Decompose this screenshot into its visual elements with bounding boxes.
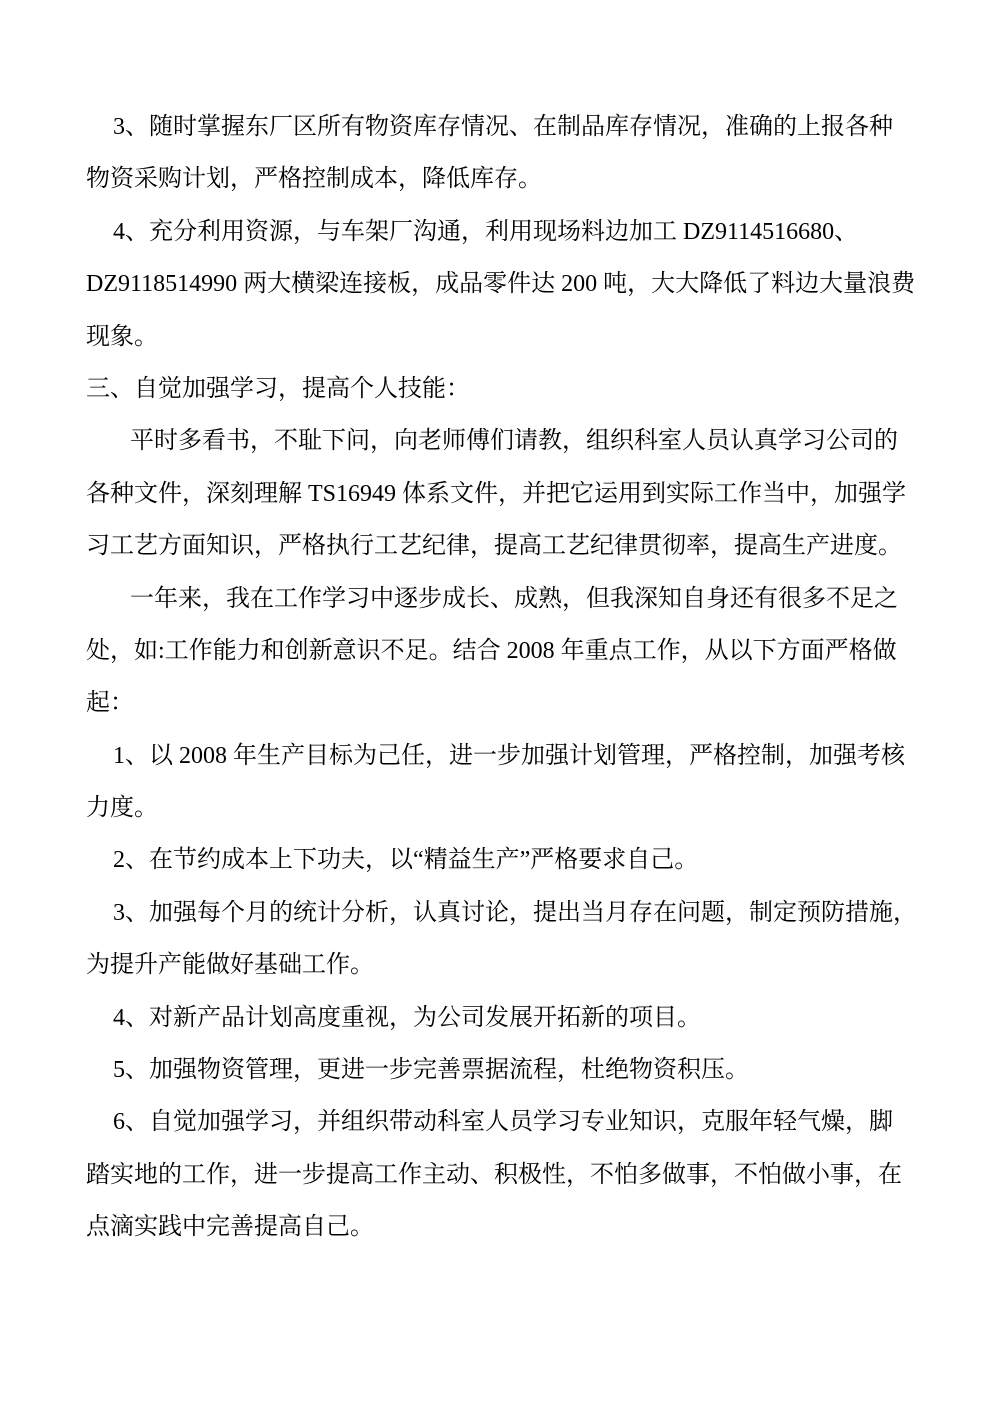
text-line: 起： [86,690,134,717]
text-line: 6、自觉加强学习，并组织带动科室人员学习专业知识，克服年轻气燥，脚 [113,1109,893,1136]
text-line: 现象。 [86,323,158,350]
text-line: 习工艺方面知识，严格执行工艺纪律，提高工艺纪律贯彻率，提高生产进度。 [86,533,902,560]
text-line: 力度。 [86,795,158,822]
text-line: 平时多看书，不耻下问，向老师傅们请教，组织科室人员认真学习公司的 [130,428,898,455]
text-line: 3、随时掌握东厂区所有物资库存情况、在制品库存情况，准确的上报各种 [113,114,893,140]
text-line: 5、加强物资管理，更进一步完善票据流程，杜绝物资积压。 [113,1057,749,1084]
text-line: 4、对新产品计划高度重视，为公司发展开拓新的项目。 [113,1004,701,1031]
text-line: 点滴实践中完善提高自己。 [86,1214,374,1241]
text-line: 1、以 2008 年生产目标为己任，进一步加强计划管理，严格控制，加强考核 [113,742,905,769]
text-line: 为提升产能做好基础工作。 [86,952,374,979]
text-line: 各种文件，深刻理解 TS16949 体系文件，并把它运用到实际工作当中，加强学 [86,480,907,507]
text-line: 三、自觉加强学习，提高个人技能： [86,375,470,402]
text-line: 3、加强每个月的统计分析，认真讨论，提出当月存在问题，制定预防措施， [113,899,917,926]
text-line: 4、充分利用资源，与车架厂沟通，利用现场料边加工 DZ9114516680、 [113,218,859,245]
text-line: DZ9118514990 两大横梁连接板，成品零件达 200 吨，大大降低了料边大量浪费 [86,271,916,298]
text-line: 踏实地的工作，进一步提高工作主动、积极性，不怕多做事，不怕做小事，在 [86,1161,902,1188]
text-line: 处，如:工作能力和创新意识不足。结合 2008 年重点工作，从以下方面严格做 [86,637,897,664]
text-line: 2、在节约成本上下功夫，以“精益生产”严格要求自己。 [113,847,699,874]
text-line: 物资采购计划，严格控制成本，降低库存。 [86,166,542,193]
text-line: 一年来，我在工作学习中逐步成长、成熟，但我深知自身还有很多不足之 [130,585,898,612]
document-body [86,101,917,1254]
